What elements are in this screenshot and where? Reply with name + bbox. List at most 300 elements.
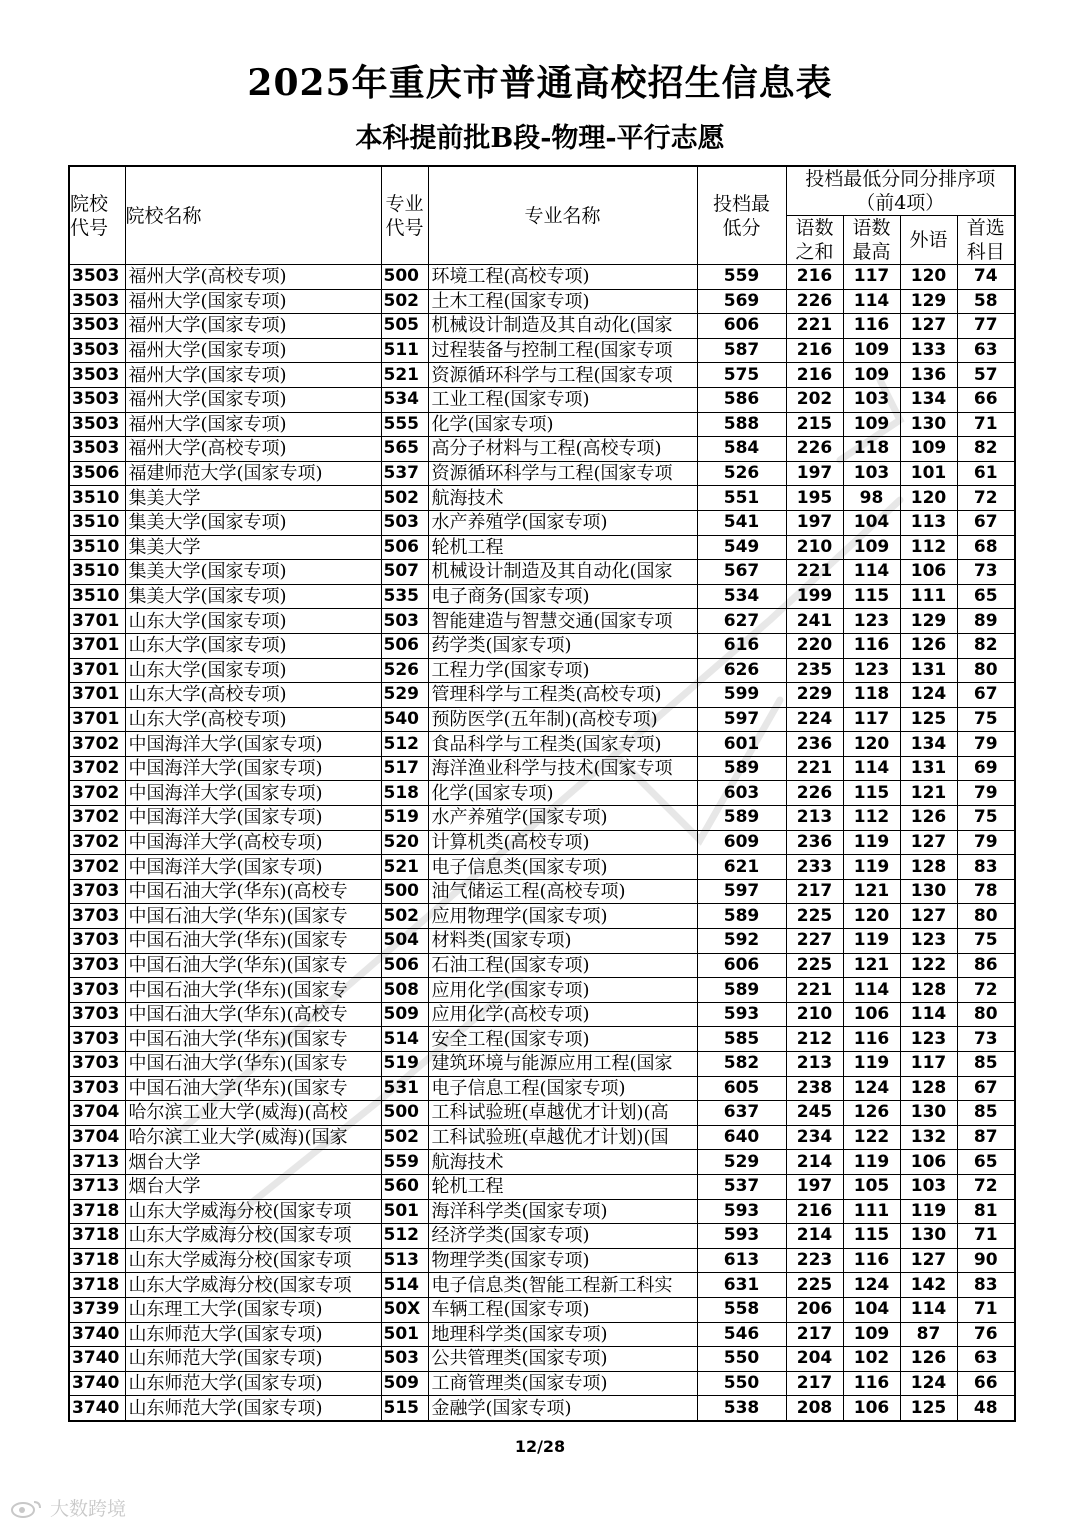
cell-chinese-math-max: 114 — [843, 289, 900, 314]
header-min-score: 投档最低分 — [697, 166, 786, 265]
cell-first-subject: 79 — [957, 830, 1015, 855]
cell-chinese-math-sum: 208 — [786, 1396, 843, 1421]
cell-major-name: 工科试验班(卓越优才计划)(国 — [428, 1125, 697, 1150]
cell-min-score: 558 — [697, 1297, 786, 1322]
cell-school-name: 中国石油大学(华东)(国家专 — [125, 1076, 381, 1101]
cell-foreign-language: 119 — [900, 1199, 957, 1224]
cell-chinese-math-max: 118 — [843, 683, 900, 708]
cell-major-code: 501 — [381, 1322, 428, 1347]
cell-school-name: 山东师范大学(国家专项) — [125, 1322, 381, 1347]
cell-min-score: 605 — [697, 1076, 786, 1101]
cell-major-name: 物理学类(国家专项) — [428, 1248, 697, 1273]
cell-school-code: 3703 — [69, 929, 125, 954]
cell-chinese-math-sum: 241 — [786, 609, 843, 634]
page-title: 2025年重庆市普通高校招生信息表 — [247, 62, 833, 104]
cell-min-score: 593 — [697, 1224, 786, 1249]
cell-major-code: 555 — [381, 412, 428, 437]
cell-major-code: 513 — [381, 1248, 428, 1273]
cell-foreign-language: 134 — [900, 732, 957, 757]
cell-major-name: 经济学类(国家专项) — [428, 1224, 697, 1249]
cell-chinese-math-sum: 199 — [786, 584, 843, 609]
cell-school-name: 福州大学(国家专项) — [125, 363, 381, 388]
cell-first-subject: 72 — [957, 1174, 1015, 1199]
cell-min-score: 599 — [697, 683, 786, 708]
cell-first-subject: 71 — [957, 1224, 1015, 1249]
cell-foreign-language: 142 — [900, 1273, 957, 1298]
cell-school-code: 3510 — [69, 486, 125, 511]
table-row — [69, 387, 1015, 412]
cell-major-code: 50X — [381, 1297, 428, 1322]
table-row — [69, 584, 1015, 609]
cell-major-name: 环境工程(高校专项) — [428, 265, 697, 290]
cell-first-subject: 85 — [957, 1101, 1015, 1126]
cell-major-code: 507 — [381, 560, 428, 585]
cell-foreign-language: 106 — [900, 560, 957, 585]
cell-chinese-math-sum: 245 — [786, 1101, 843, 1126]
cell-school-code: 3506 — [69, 461, 125, 486]
cell-chinese-math-sum: 215 — [786, 412, 843, 437]
cell-min-score: 601 — [697, 732, 786, 757]
table-row — [69, 633, 1015, 658]
cell-min-score: 585 — [697, 1027, 786, 1052]
cell-major-code: 515 — [381, 1396, 428, 1421]
cell-school-name: 山东师范大学(国家专项) — [125, 1347, 381, 1372]
table-row — [69, 1224, 1015, 1249]
cell-major-name: 电子商务(国家专项) — [428, 584, 697, 609]
cell-major-code: 521 — [381, 363, 428, 388]
cell-first-subject: 57 — [957, 363, 1015, 388]
cell-foreign-language: 130 — [900, 879, 957, 904]
cell-major-name: 化学(国家专项) — [428, 412, 697, 437]
cell-school-name: 中国石油大学(华东)(国家专 — [125, 904, 381, 929]
cell-min-score: 537 — [697, 1174, 786, 1199]
cell-chinese-math-sum: 197 — [786, 510, 843, 535]
cell-first-subject: 61 — [957, 461, 1015, 486]
cell-major-code: 502 — [381, 1125, 428, 1150]
cell-chinese-math-max: 102 — [843, 1347, 900, 1372]
cell-chinese-math-max: 114 — [843, 560, 900, 585]
table-row — [69, 412, 1015, 437]
cell-first-subject: 48 — [957, 1396, 1015, 1421]
cell-school-code: 3703 — [69, 1076, 125, 1101]
table-row — [69, 1076, 1015, 1101]
table-row — [69, 1248, 1015, 1273]
cell-foreign-language: 123 — [900, 929, 957, 954]
cell-chinese-math-sum: 238 — [786, 1076, 843, 1101]
cell-major-code: 503 — [381, 1347, 428, 1372]
cell-chinese-math-max: 119 — [843, 830, 900, 855]
cell-school-code: 3503 — [69, 363, 125, 388]
cell-school-code: 3739 — [69, 1297, 125, 1322]
cell-chinese-math-sum: 214 — [786, 1224, 843, 1249]
cell-first-subject: 72 — [957, 978, 1015, 1003]
cell-first-subject: 63 — [957, 338, 1015, 363]
cell-school-name: 中国石油大学(华东)(高校专 — [125, 879, 381, 904]
cell-school-name: 山东师范大学(国家专项) — [125, 1371, 381, 1396]
cell-chinese-math-max: 116 — [843, 1371, 900, 1396]
cell-min-score: 538 — [697, 1396, 786, 1421]
cell-school-code: 3704 — [69, 1101, 125, 1126]
cell-major-name: 管理科学与工程类(高校专项) — [428, 683, 697, 708]
cell-major-name: 轮机工程 — [428, 535, 697, 560]
cell-chinese-math-sum: 216 — [786, 1199, 843, 1224]
cell-school-name: 福州大学(国家专项) — [125, 387, 381, 412]
cell-school-code: 3703 — [69, 1002, 125, 1027]
cell-school-code: 3703 — [69, 953, 125, 978]
cell-major-code: 521 — [381, 855, 428, 880]
cell-foreign-language: 128 — [900, 855, 957, 880]
cell-school-code: 3503 — [69, 265, 125, 290]
cell-first-subject: 80 — [957, 1002, 1015, 1027]
cell-min-score: 597 — [697, 879, 786, 904]
cell-chinese-math-max: 106 — [843, 1002, 900, 1027]
table-row — [69, 437, 1015, 462]
cell-school-name: 中国石油大学(华东)(高校专 — [125, 1002, 381, 1027]
cell-min-score: 613 — [697, 1248, 786, 1273]
cell-major-name: 工商管理类(国家专项) — [428, 1371, 697, 1396]
cell-foreign-language: 106 — [900, 1150, 957, 1175]
cell-chinese-math-sum: 217 — [786, 1371, 843, 1396]
cell-chinese-math-max: 120 — [843, 732, 900, 757]
cell-chinese-math-sum: 197 — [786, 1174, 843, 1199]
cell-school-name: 集美大学(国家专项) — [125, 584, 381, 609]
cell-min-score: 586 — [697, 387, 786, 412]
cell-chinese-math-sum: 225 — [786, 1273, 843, 1298]
cell-first-subject: 89 — [957, 609, 1015, 634]
cell-chinese-math-max: 123 — [843, 609, 900, 634]
table-row — [69, 978, 1015, 1003]
cell-first-subject: 67 — [957, 683, 1015, 708]
cell-foreign-language: 122 — [900, 953, 957, 978]
cell-chinese-math-sum: 213 — [786, 1052, 843, 1077]
cell-first-subject: 87 — [957, 1125, 1015, 1150]
cell-chinese-math-sum: 221 — [786, 314, 843, 339]
cell-school-name: 集美大学(国家专项) — [125, 510, 381, 535]
table-row — [69, 1371, 1015, 1396]
cell-major-name: 资源循环科学与工程(国家专项 — [428, 461, 697, 486]
cell-first-subject: 82 — [957, 437, 1015, 462]
cell-chinese-math-sum: 210 — [786, 535, 843, 560]
cell-chinese-math-sum: 229 — [786, 683, 843, 708]
cell-chinese-math-sum: 214 — [786, 1150, 843, 1175]
table-row — [69, 732, 1015, 757]
cell-chinese-math-sum: 226 — [786, 781, 843, 806]
cell-school-code: 3702 — [69, 781, 125, 806]
cell-school-code: 3702 — [69, 756, 125, 781]
cell-chinese-math-sum: 224 — [786, 707, 843, 732]
table-row — [69, 756, 1015, 781]
cell-major-code: 502 — [381, 904, 428, 929]
table-row — [69, 658, 1015, 683]
cell-school-code: 3503 — [69, 289, 125, 314]
cell-min-score: 637 — [697, 1101, 786, 1126]
cell-major-code: 500 — [381, 265, 428, 290]
table-row — [69, 1027, 1015, 1052]
cell-first-subject: 71 — [957, 1297, 1015, 1322]
cell-major-name: 计算机类(高校专项) — [428, 830, 697, 855]
cell-chinese-math-max: 116 — [843, 314, 900, 339]
page-number: 12/28 — [514, 1437, 566, 1456]
cell-school-name: 烟台大学 — [125, 1150, 381, 1175]
header-chinese-math-sum: 语数之和 — [786, 216, 843, 265]
cell-foreign-language: 128 — [900, 1076, 957, 1101]
cell-major-code: 509 — [381, 1371, 428, 1396]
cell-first-subject: 80 — [957, 904, 1015, 929]
cell-chinese-math-sum: 206 — [786, 1297, 843, 1322]
cell-major-code: 500 — [381, 1101, 428, 1126]
table-row — [69, 1347, 1015, 1372]
cell-first-subject: 85 — [957, 1052, 1015, 1077]
cell-min-score: 589 — [697, 806, 786, 831]
cell-foreign-language: 129 — [900, 289, 957, 314]
cell-foreign-language: 124 — [900, 683, 957, 708]
cell-first-subject: 66 — [957, 1371, 1015, 1396]
cell-school-name: 哈尔滨工业大学(威海)(国家 — [125, 1125, 381, 1150]
cell-first-subject: 80 — [957, 658, 1015, 683]
cell-major-name: 机械设计制造及其自动化(国家 — [428, 314, 697, 339]
cell-chinese-math-max: 109 — [843, 1322, 900, 1347]
cell-first-subject: 75 — [957, 806, 1015, 831]
cell-school-code: 3701 — [69, 609, 125, 634]
cell-school-code: 3510 — [69, 510, 125, 535]
cell-chinese-math-sum: 223 — [786, 1248, 843, 1273]
cell-major-code: 502 — [381, 486, 428, 511]
cell-chinese-math-max: 122 — [843, 1125, 900, 1150]
cell-major-code: 506 — [381, 953, 428, 978]
page-subtitle: 本科提前批B段-物理-平行志愿 — [355, 123, 725, 154]
cell-school-name: 集美大学(国家专项) — [125, 560, 381, 585]
cell-first-subject: 66 — [957, 387, 1015, 412]
cell-school-name: 山东大学(高校专项) — [125, 683, 381, 708]
table-row — [69, 683, 1015, 708]
cell-major-name: 过程装备与控制工程(国家专项 — [428, 338, 697, 363]
header-chinese-math-max: 语数最高 — [843, 216, 900, 265]
cell-min-score: 603 — [697, 781, 786, 806]
cell-first-subject: 63 — [957, 1347, 1015, 1372]
cell-chinese-math-max: 111 — [843, 1199, 900, 1224]
cell-major-code: 500 — [381, 879, 428, 904]
cell-foreign-language: 125 — [900, 1396, 957, 1421]
cell-foreign-language: 136 — [900, 363, 957, 388]
cell-major-code: 520 — [381, 830, 428, 855]
cell-major-code: 506 — [381, 633, 428, 658]
cell-chinese-math-sum: 216 — [786, 338, 843, 363]
table-row — [69, 1297, 1015, 1322]
cell-major-code: 503 — [381, 510, 428, 535]
cell-chinese-math-max: 119 — [843, 1150, 900, 1175]
cell-chinese-math-max: 105 — [843, 1174, 900, 1199]
cell-first-subject: 77 — [957, 314, 1015, 339]
table-row — [69, 806, 1015, 831]
cell-major-name: 应用化学(国家专项) — [428, 978, 697, 1003]
cell-first-subject: 81 — [957, 1199, 1015, 1224]
cell-major-name: 预防医学(五年制)(高校专项) — [428, 707, 697, 732]
cell-chinese-math-max: 126 — [843, 1101, 900, 1126]
table-row — [69, 953, 1015, 978]
cell-min-score: 559 — [697, 265, 786, 290]
cell-school-name: 山东大学(国家专项) — [125, 609, 381, 634]
cell-major-name: 工科试验班(卓越优才计划)(高 — [428, 1101, 697, 1126]
cell-major-code: 526 — [381, 658, 428, 683]
cell-chinese-math-sum: 217 — [786, 879, 843, 904]
cell-school-code: 3703 — [69, 879, 125, 904]
header-major-name: 专业名称 — [428, 166, 697, 265]
cell-chinese-math-sum: 202 — [786, 387, 843, 412]
cell-foreign-language: 103 — [900, 1174, 957, 1199]
cell-major-code: 509 — [381, 1002, 428, 1027]
cell-foreign-language: 129 — [900, 609, 957, 634]
cell-foreign-language: 132 — [900, 1125, 957, 1150]
cell-min-score: 550 — [697, 1347, 786, 1372]
cell-min-score: 584 — [697, 437, 786, 462]
cell-school-code: 3510 — [69, 560, 125, 585]
cell-chinese-math-max: 104 — [843, 1297, 900, 1322]
table-row — [69, 904, 1015, 929]
cell-school-name: 福州大学(国家专项) — [125, 289, 381, 314]
cell-school-name: 福州大学(高校专项) — [125, 265, 381, 290]
cell-school-code: 3704 — [69, 1125, 125, 1150]
table-row — [69, 1002, 1015, 1027]
cell-min-score: 526 — [697, 461, 786, 486]
cell-school-code: 3510 — [69, 535, 125, 560]
cell-min-score: 534 — [697, 584, 786, 609]
cell-foreign-language: 125 — [900, 707, 957, 732]
cell-major-code: 506 — [381, 535, 428, 560]
table-row — [69, 338, 1015, 363]
cell-school-name: 福州大学(国家专项) — [125, 412, 381, 437]
cell-school-code: 3702 — [69, 830, 125, 855]
cell-major-name: 工程力学(国家专项) — [428, 658, 697, 683]
cell-major-name: 航海技术 — [428, 486, 697, 511]
cell-major-name: 材料类(国家专项) — [428, 929, 697, 954]
cell-foreign-language: 114 — [900, 1002, 957, 1027]
cell-major-code: 505 — [381, 314, 428, 339]
cell-school-code: 3702 — [69, 732, 125, 757]
cell-school-code: 3740 — [69, 1396, 125, 1421]
cell-major-name: 工业工程(国家专项) — [428, 387, 697, 412]
cell-chinese-math-max: 103 — [843, 387, 900, 412]
table-row — [69, 1125, 1015, 1150]
cell-chinese-math-max: 109 — [843, 412, 900, 437]
cell-school-name: 山东大学(国家专项) — [125, 633, 381, 658]
cell-chinese-math-max: 116 — [843, 633, 900, 658]
cell-chinese-math-max: 115 — [843, 781, 900, 806]
cell-school-code: 3740 — [69, 1322, 125, 1347]
cell-major-name: 电子信息工程(国家专项) — [428, 1076, 697, 1101]
cell-chinese-math-max: 119 — [843, 855, 900, 880]
cell-chinese-math-max: 121 — [843, 879, 900, 904]
brand-watermark — [10, 1494, 126, 1521]
cell-chinese-math-max: 116 — [843, 1027, 900, 1052]
cell-min-score: 606 — [697, 953, 786, 978]
cell-school-name: 哈尔滨工业大学(威海)(高校 — [125, 1101, 381, 1126]
cell-foreign-language: 126 — [900, 806, 957, 831]
cell-major-code: 535 — [381, 584, 428, 609]
cell-chinese-math-sum: 210 — [786, 1002, 843, 1027]
cell-school-code: 3510 — [69, 584, 125, 609]
cell-major-name: 资源循环科学与工程(国家专项 — [428, 363, 697, 388]
cell-foreign-language: 130 — [900, 1101, 957, 1126]
cell-foreign-language: 134 — [900, 387, 957, 412]
cell-school-code: 3701 — [69, 707, 125, 732]
cell-school-name: 山东大学(国家专项) — [125, 658, 381, 683]
table-row — [69, 314, 1015, 339]
cell-foreign-language: 130 — [900, 412, 957, 437]
cell-school-code: 3702 — [69, 806, 125, 831]
cell-major-name: 高分子材料与工程(高校专项) — [428, 437, 697, 462]
header-school-code: 院校代号 — [69, 166, 125, 265]
cell-school-name: 中国石油大学(华东)(国家专 — [125, 978, 381, 1003]
cell-foreign-language: 117 — [900, 1052, 957, 1077]
cell-major-name: 公共管理类(国家专项) — [428, 1347, 697, 1372]
cell-school-name: 中国海洋大学(国家专项) — [125, 855, 381, 880]
cell-major-name: 车辆工程(国家专项) — [428, 1297, 697, 1322]
cell-major-code: 503 — [381, 609, 428, 634]
cell-min-score: 541 — [697, 510, 786, 535]
cell-foreign-language: 126 — [900, 1347, 957, 1372]
cell-school-name: 山东大学威海分校(国家专项 — [125, 1273, 381, 1298]
cell-major-name: 航海技术 — [428, 1150, 697, 1175]
table-row — [69, 510, 1015, 535]
cell-min-score: 529 — [697, 1150, 786, 1175]
cell-major-name: 食品科学与工程类(国家专项) — [428, 732, 697, 757]
cell-school-code: 3503 — [69, 412, 125, 437]
cell-major-code: 501 — [381, 1199, 428, 1224]
cell-school-code: 3503 — [69, 338, 125, 363]
cell-foreign-language: 131 — [900, 658, 957, 683]
cell-chinese-math-max: 112 — [843, 806, 900, 831]
cell-foreign-language: 131 — [900, 756, 957, 781]
cell-major-name: 应用化学(高校专项) — [428, 1002, 697, 1027]
cell-min-score: 549 — [697, 535, 786, 560]
cell-min-score: 626 — [697, 658, 786, 683]
cell-chinese-math-sum: 217 — [786, 1322, 843, 1347]
cell-chinese-math-max: 109 — [843, 338, 900, 363]
cell-major-name: 机械设计制造及其自动化(国家 — [428, 560, 697, 585]
cell-school-code: 3701 — [69, 633, 125, 658]
cell-school-name: 山东理工大学(国家专项) — [125, 1297, 381, 1322]
cell-school-code: 3740 — [69, 1371, 125, 1396]
cell-foreign-language: 109 — [900, 437, 957, 462]
table-row — [69, 1101, 1015, 1126]
cell-school-name: 中国海洋大学(国家专项) — [125, 781, 381, 806]
cell-min-score: 575 — [697, 363, 786, 388]
cell-first-subject: 69 — [957, 756, 1015, 781]
cell-major-name: 化学(国家专项) — [428, 781, 697, 806]
cell-foreign-language: 128 — [900, 978, 957, 1003]
table-row — [69, 1174, 1015, 1199]
cell-chinese-math-sum: 226 — [786, 289, 843, 314]
cell-chinese-math-max: 114 — [843, 978, 900, 1003]
cell-foreign-language: 126 — [900, 633, 957, 658]
cell-major-name: 应用物理学(国家专项) — [428, 904, 697, 929]
table-row — [69, 363, 1015, 388]
cell-chinese-math-max: 115 — [843, 584, 900, 609]
cell-min-score: 616 — [697, 633, 786, 658]
cell-chinese-math-sum: 197 — [786, 461, 843, 486]
cell-school-code: 3740 — [69, 1347, 125, 1372]
cell-min-score: 587 — [697, 338, 786, 363]
cell-first-subject: 74 — [957, 265, 1015, 290]
cell-chinese-math-max: 121 — [843, 953, 900, 978]
cell-major-code: 519 — [381, 1052, 428, 1077]
cell-first-subject: 90 — [957, 1248, 1015, 1273]
cell-school-name: 中国海洋大学(高校专项) — [125, 830, 381, 855]
table-row — [69, 781, 1015, 806]
table-row — [69, 929, 1015, 954]
cell-chinese-math-max: 120 — [843, 904, 900, 929]
cell-chinese-math-max: 104 — [843, 510, 900, 535]
